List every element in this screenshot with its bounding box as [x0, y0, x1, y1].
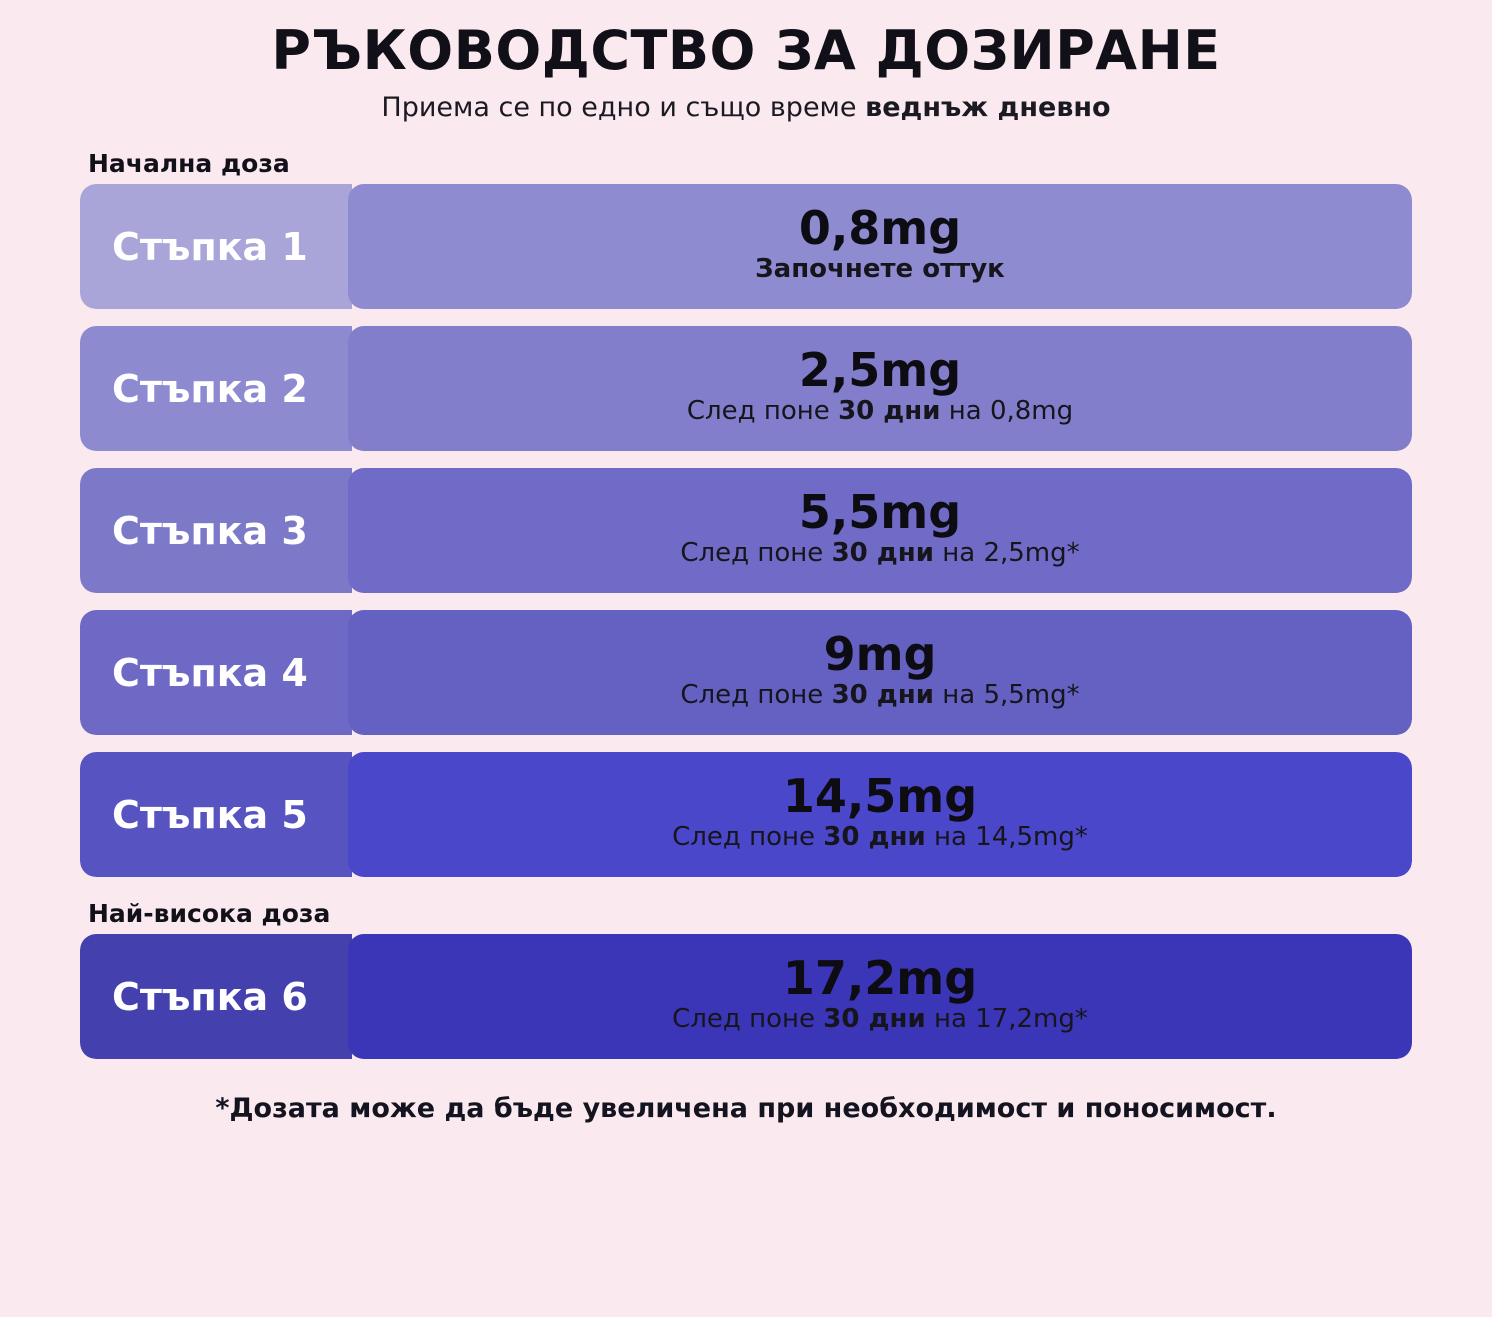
step-label-6: Стъпка 6 — [80, 934, 352, 1059]
step-note-bold-5: 30 дни — [823, 822, 926, 853]
step-note-4 — [680, 680, 1079, 711]
step-note-bold-4: 30 дни — [831, 680, 934, 711]
starting-dose-label: Начална доза — [88, 149, 290, 179]
step-note-suffix-2: на 0,8mg — [940, 396, 1074, 427]
step-dose-5: 14,5mg — [782, 768, 978, 823]
dose-step-row-6 — [80, 934, 1412, 1059]
step-note-5 — [672, 822, 1088, 853]
dose-steps-list-bottom — [80, 934, 1412, 1059]
step-label-3: Стъпка 3 — [80, 468, 352, 593]
highest-dose-label: Най-висока доза — [88, 899, 331, 929]
step-note-prefix-2: След поне — [686, 396, 839, 427]
step-note-prefix-6: След поне — [672, 1004, 824, 1035]
step-dose-3: 5,5mg — [798, 484, 962, 539]
step-note-1 — [755, 254, 1005, 285]
step-note-prefix-4: След поне — [680, 680, 832, 711]
step-body-6 — [348, 934, 1412, 1059]
dose-steps-list-top — [80, 184, 1412, 877]
dose-step-row-2 — [80, 326, 1412, 451]
step-body-2 — [348, 326, 1412, 451]
step-dose-1: 0,8mg — [798, 200, 962, 255]
step-label-4: Стъпка 4 — [80, 610, 352, 735]
subtitle-prefix: Приема се по едно и също време — [381, 92, 866, 124]
step-note-suffix-6: на 17,2mg* — [925, 1004, 1088, 1035]
page-title: РЪКОВОДСТВО ЗА ДОЗИРАНЕ — [271, 19, 1221, 82]
step-label-5: Стъпка 5 — [80, 752, 352, 877]
step-dose-2: 2,5mg — [798, 342, 962, 397]
step-note-suffix-5: на 14,5mg* — [925, 822, 1088, 853]
step-body-3 — [348, 468, 1412, 593]
step-note-3 — [680, 538, 1079, 569]
step-note-bold-1: Започнете оттук — [755, 254, 1005, 285]
step-note-2 — [687, 396, 1073, 427]
step-dose-6: 17,2mg — [782, 950, 978, 1005]
step-note-bold-2: 30 дни — [838, 396, 941, 427]
step-label-2: Стъпка 2 — [80, 326, 352, 451]
dose-step-row-4 — [80, 610, 1412, 735]
step-note-prefix-3: След поне — [680, 538, 832, 569]
step-note-6 — [672, 1004, 1088, 1035]
step-dose-4: 9mg — [823, 626, 937, 681]
step-note-bold-6: 30 дни — [823, 1004, 926, 1035]
footnote: *Дозата може да бъде увеличена при необходимост и поносимост. — [215, 1093, 1277, 1125]
step-note-bold-3: 30 дни — [831, 538, 934, 569]
dose-step-row-5 — [80, 752, 1412, 877]
step-body-1 — [348, 184, 1412, 309]
step-body-4 — [348, 610, 1412, 735]
step-label-1: Стъпка 1 — [80, 184, 352, 309]
dose-step-row-3 — [80, 468, 1412, 593]
step-note-suffix-4: на 5,5mg* — [933, 680, 1080, 711]
step-note-suffix-3: на 2,5mg* — [933, 538, 1080, 569]
page-subtitle — [80, 92, 1412, 123]
dose-step-row-1 — [80, 184, 1412, 309]
step-body-5 — [348, 752, 1412, 877]
step-note-prefix-5: След поне — [672, 822, 824, 853]
subtitle-emphasis: веднъж дневно — [865, 92, 1111, 124]
